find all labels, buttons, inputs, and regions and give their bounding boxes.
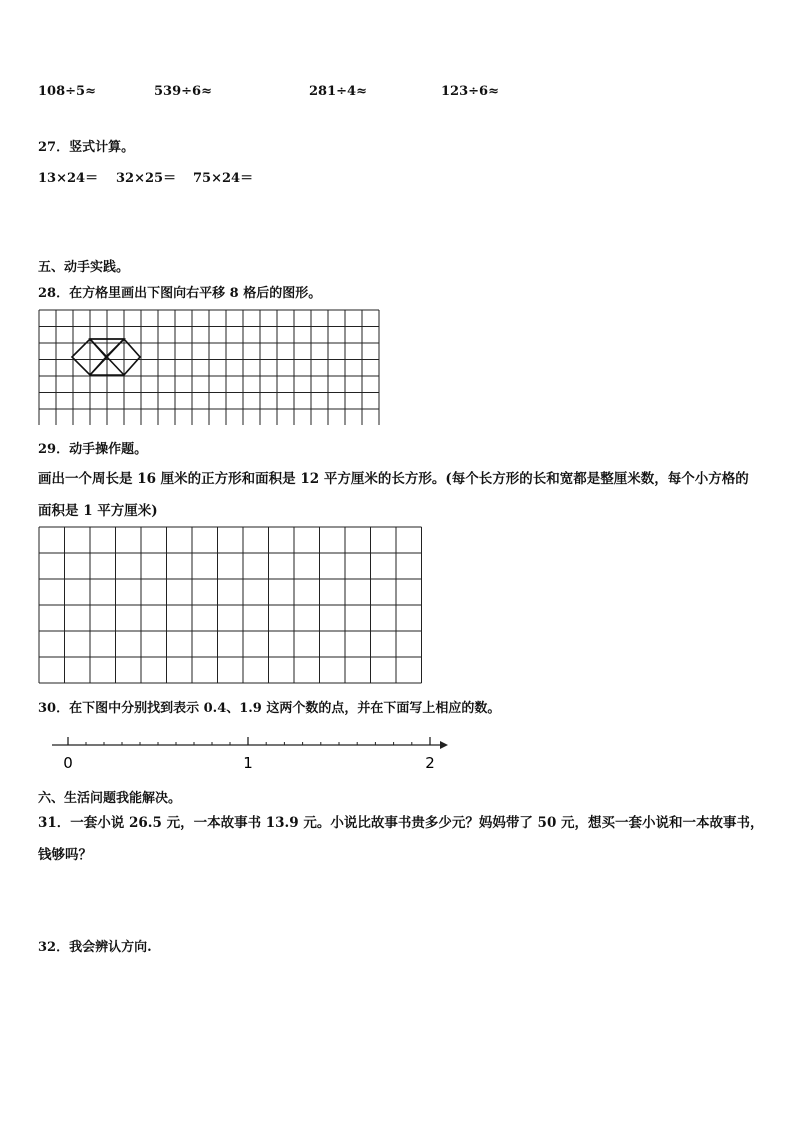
question-27-title: 27．竖式计算。 xyxy=(38,140,135,155)
shape-diamond-left xyxy=(72,339,106,375)
estimate-2: 539÷6≈ xyxy=(154,84,212,99)
shape-right-edge xyxy=(90,339,140,375)
drawing-grid xyxy=(38,526,426,684)
grid-lines xyxy=(39,527,422,683)
number-line xyxy=(50,728,450,774)
question-28-title: 28．在方格里画出下图向右平移 8 格后的图形。 xyxy=(38,286,322,301)
q27-item-3: 75×24＝ xyxy=(193,171,254,186)
section-6-title: 六、生活问题我能解决。 xyxy=(38,791,182,806)
number-line-label-0: 0 xyxy=(63,754,73,772)
question-31-text-line1: 31．一套小说 26.5 元，一本故事书 13.9 元。小说比故事书贵多少元？妈妈带了 50 元，想买一套小说和一本故事书， xyxy=(38,815,764,831)
question-32-title: 32．我会辨认方向. xyxy=(38,940,152,955)
estimate-3: 281÷4≈ xyxy=(309,84,367,99)
q27-item-1: 13×24＝ xyxy=(38,171,99,186)
q27-item-2: 32×25＝ xyxy=(116,171,177,186)
translation-grid xyxy=(38,309,388,425)
question-29-text-line1: 画出一个周长是 16 厘米的正方形和面积是 12 平方厘米的长方形。(每个长方形的长和宽都是整厘米数，每个小方格的 xyxy=(38,471,749,487)
question-31-text-line2: 钱够吗？ xyxy=(38,847,92,863)
estimate-4: 123÷6≈ xyxy=(441,84,499,99)
question-29-title: 29．动手操作题。 xyxy=(38,442,148,457)
number-line-label-1: 1 xyxy=(243,754,253,772)
diamond-shape xyxy=(72,339,140,375)
number-line-arrow xyxy=(440,741,448,749)
question-30-title: 30．在下图中分别找到表示 0.4、1.9 这两个数的点，并在下面写上相应的数。 xyxy=(38,701,501,716)
number-line-ticks xyxy=(68,737,430,745)
number-line-label-2: 2 xyxy=(425,754,435,772)
question-29-text-line2: 面积是 1 平方厘米) xyxy=(38,503,158,519)
section-5-title: 五、动手实践。 xyxy=(38,260,130,275)
grid-lines xyxy=(39,310,379,425)
estimate-1: 108÷5≈ xyxy=(38,84,96,99)
